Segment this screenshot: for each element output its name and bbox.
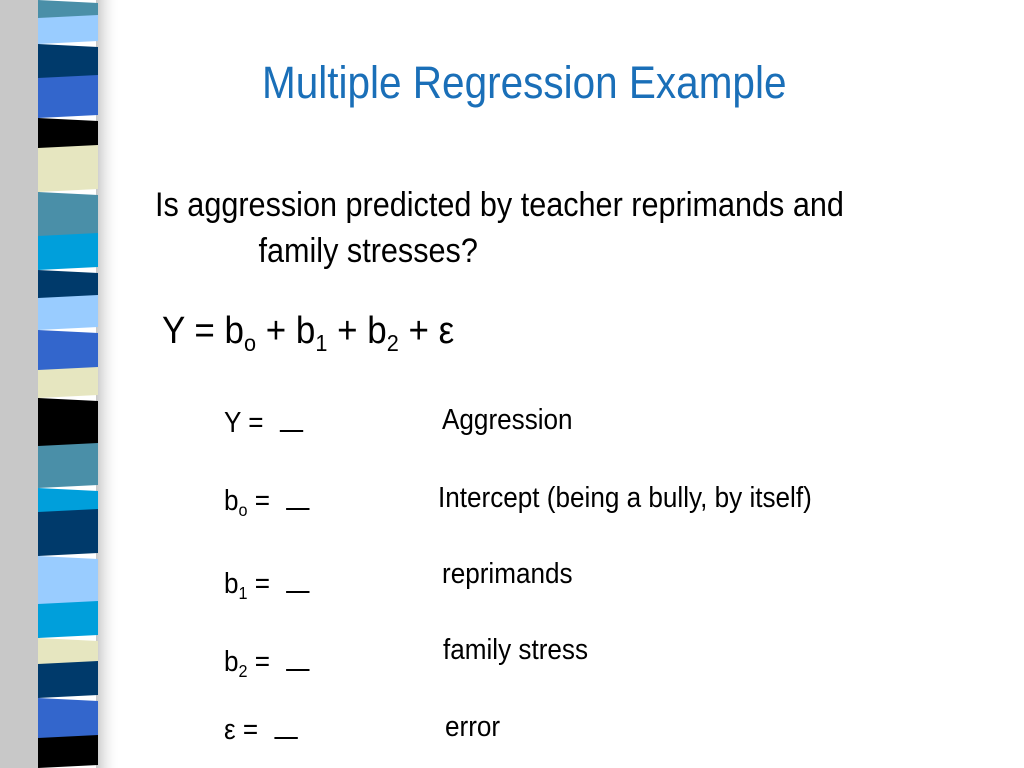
eq-epsilon: ε (438, 310, 455, 352)
def-sub: 1 (238, 583, 248, 604)
def-equals: = (240, 407, 271, 440)
eq-plus-1: + (256, 310, 296, 352)
stripe-block (38, 735, 98, 768)
eq-b1-sub: 1 (315, 330, 328, 357)
slide-title: Multiple Regression Example (262, 57, 787, 108)
decorative-stripe-bar (0, 0, 120, 768)
def-lhs-epsilon (224, 711, 298, 747)
def-blank (286, 643, 309, 671)
def-symbol: b (224, 485, 239, 518)
eq-plus-3: + (398, 310, 439, 352)
def-sub: o (238, 500, 248, 521)
stripe-block (38, 443, 98, 488)
def-meaning-y: Aggression (442, 404, 573, 436)
def-symbol: ε (224, 714, 236, 747)
def-symbol: b (224, 646, 239, 679)
def-sub: 2 (238, 661, 248, 682)
def-equals: = (247, 646, 278, 679)
eq-plus-2: + (327, 310, 368, 352)
def-symbol: Y (224, 407, 241, 440)
stripe-block (38, 233, 98, 270)
stripe-block (38, 509, 98, 556)
stripe-shadow-left (0, 0, 40, 768)
def-meaning-b0: Intercept (being a bully, by itself) (438, 482, 812, 514)
def-meaning-b1: reprimands (442, 558, 573, 590)
question-line-1: Is aggression predicted by teacher reprimands and (155, 186, 844, 224)
stripe-block (38, 145, 98, 192)
def-blank (286, 565, 309, 593)
def-meaning-b2: family stress (443, 634, 589, 666)
stripe-shadow-right (96, 0, 120, 768)
def-lhs-b0 (224, 482, 310, 521)
question-line-2: family stresses? (258, 232, 478, 270)
stripe-block (38, 698, 98, 741)
stripe-block (38, 15, 98, 44)
def-blank (280, 404, 303, 432)
eq-equals: = (184, 310, 225, 352)
def-equals: = (235, 714, 266, 747)
stripe-block (38, 44, 98, 81)
def-lhs-y (224, 404, 303, 440)
stripe-block (38, 192, 98, 239)
stripe-block (38, 398, 98, 449)
eq-y: Y (162, 310, 185, 352)
def-meaning-epsilon: error (445, 711, 501, 743)
eq-b0-sub: o (243, 330, 257, 357)
def-blank (274, 711, 297, 739)
def-blank (286, 482, 309, 510)
def-symbol: b (224, 568, 239, 601)
stripe-block (38, 556, 98, 607)
stripe-blocks (38, 0, 98, 768)
stripe-block (38, 295, 98, 330)
stripe-block (38, 367, 98, 398)
eq-b0: b (224, 310, 244, 352)
regression-equation (162, 310, 455, 357)
def-equals: = (247, 568, 278, 601)
def-equals: = (247, 485, 278, 518)
eq-b2-sub: 2 (386, 330, 399, 357)
stripe-block (38, 330, 98, 373)
eq-b2: b (367, 310, 387, 352)
def-lhs-b1 (224, 565, 310, 604)
stripe-block (38, 601, 98, 638)
stripe-block (38, 75, 98, 118)
eq-b1: b (295, 310, 316, 352)
question-text (155, 182, 875, 274)
def-lhs-b2 (224, 643, 310, 682)
stripe-block (38, 661, 98, 698)
